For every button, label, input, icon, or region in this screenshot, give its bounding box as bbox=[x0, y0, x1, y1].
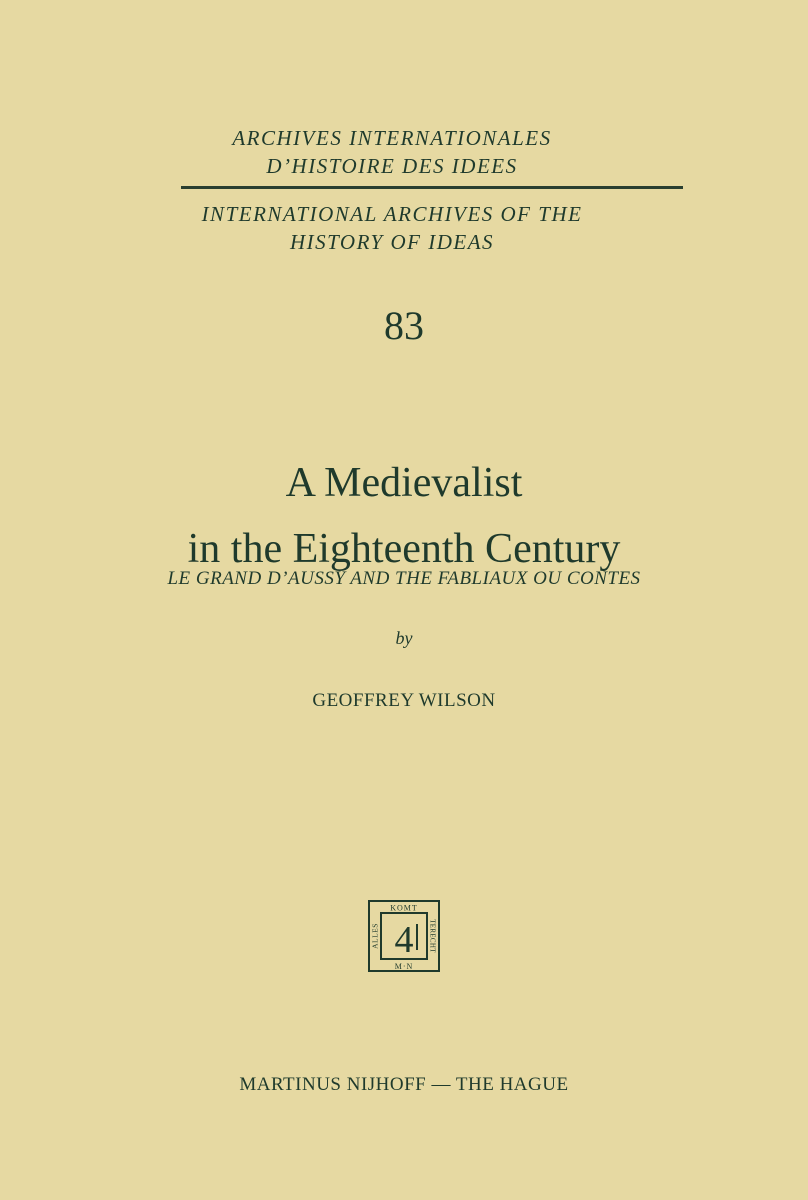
series-french-line-2: D’HISTOIRE DES IDEES bbox=[266, 154, 518, 178]
emblem-left-text: ALLES bbox=[370, 923, 380, 949]
by-line: by bbox=[395, 628, 413, 648]
emblem-bottom-text: M·N bbox=[394, 962, 414, 971]
book-title-line-2: in the Eighteenth Century bbox=[187, 526, 621, 572]
series-french-line-1: ARCHIVES INTERNATIONALES bbox=[232, 126, 552, 150]
publisher-emblem-icon bbox=[368, 900, 440, 972]
publisher-imprint: MARTINUS NIJHOFF — THE HAGUE bbox=[239, 1074, 569, 1095]
series-english-line-2: HISTORY OF IDEAS bbox=[289, 230, 495, 254]
book-subtitle: LE GRAND D’AUSSY AND THE FABLIAUX OU CONTES bbox=[167, 568, 641, 589]
author-name: GEOFFREY WILSON bbox=[312, 690, 496, 711]
series-divider bbox=[181, 186, 683, 189]
emblem-top-text: KOMT bbox=[390, 903, 418, 913]
book-title-line-1: A Medievalist bbox=[285, 460, 523, 506]
series-english-line-1: INTERNATIONAL ARCHIVES OF THE bbox=[201, 202, 583, 226]
volume-number: 83 bbox=[384, 303, 424, 348]
series-title-english bbox=[192, 200, 592, 256]
series-title-french bbox=[192, 124, 592, 180]
emblem-right-text: TERECHT bbox=[428, 919, 437, 953]
emblem-center-numeral: 4 bbox=[394, 919, 414, 961]
